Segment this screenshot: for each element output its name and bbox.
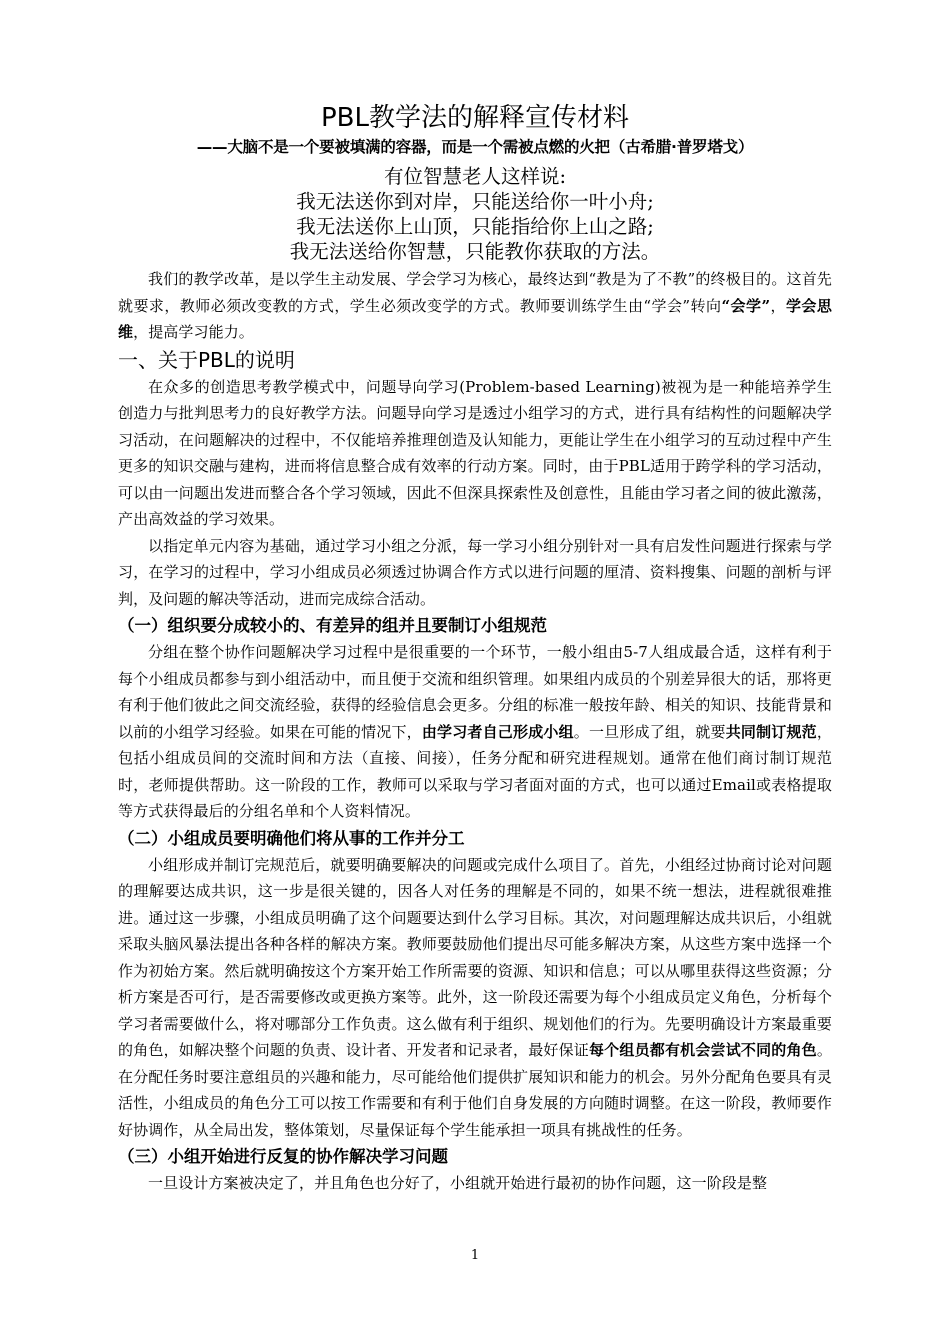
subsection-heading: （二）小组成员要明确他们将从事的工作并分工 <box>118 828 465 848</box>
poem-line: 有位智慧老人这样说: <box>383 165 567 188</box>
paragraph-text: 。一旦形成了组，就要 <box>573 722 726 741</box>
paragraph-text: 。在分配任务时要注意组员的兴趣和能力，尽可能给他们提供扩展知识和能力的机会。另外分配角色要具有灵活性，小组成员的角色分工可以按工作需要和有利于他们自身发展的方向随时调整。在这一阶段，教师要作好协调作，从全局出发，整体策划，尽量保证每个学生能承担一项具有挑战性的任务。 <box>118 1041 832 1139</box>
body-paragraph: 一旦设计方案被决定了，并且角色也分好了，小组就开始进行最初的协作问题，这一阶段是整 <box>148 1174 768 1192</box>
paragraph-text: 小组形成并制订完规范后，就要明确要解决的问题或完成什么项目了。首先，小组经过协商讨论对问题的理解要达成共识，这一步是很关键的，因各人对任务的理解是不同的，如果不统一想法，进程就很难推进。通过这一步骤，小组成员明确了这个问题要达到什么学习目标。其次，对问题理解达成共识后，小组就采取头脑风暴法提出各种各样的解决方案。教师要鼓励他们提出尽可能多解决方案，从这些方案中选择一个作为初始方案。然后就明确按这个方案开始工作所需要的资源、知识和信息；可以从哪里获得这些资源；分析方案是否可行，是否需要修改或更换方案等。此外，这一阶段还需要为每个小组成员定义角色，分析每个学习者需要做什么，将对哪部分工作负责。这么做有利于组织、规划他们的行为。先要明确设计方案最重要的角色，如解决整个问题的负责、设计者、开发者和记录者，最好保证 <box>118 855 832 1059</box>
paragraph-text: ，包括小组成员间的交流时间和方法（直接、间接），任务分配和研究进程规划。通常在他们商讨制订规范时，老师提供帮助。这一阶段的工作，教师可以采取与学习者面对面的方式，也可以通过Email或表格提取等方式获得最后的分组名单和个人资料情况。 <box>118 722 832 820</box>
body-paragraph: 在众多的创造思考教学模式中，问题导向学习(Problem-based Learning)被视为是一种能培养学生创造力与批判思考力的良好教学方法。问题导向学习是透过小组学习的方式，进行具有结构性的问题解决学习活动，在问题解决的过程中，不仅能培养推理创造及认知能力，更能让学生在小组学习的互动过程中产生更多的知识交融与建构，进而将信息整合成有效率的行动方案。同时，由于PBL适用于跨学科的学习活动，可以由一问题出发进而整合各个学习领域，因此不但深具探索性及创意性，且能由学习者之间的彼此激荡，产出高效益的学习效果。 <box>118 377 832 528</box>
subsection-heading: （三）小组开始进行反复的协作解决学习问题 <box>118 1147 448 1166</box>
poem-line: 我无法送给你智慧，只能教你获取的方法。 <box>289 240 661 263</box>
poem-block <box>118 164 832 264</box>
document-title: PBL教学法的解释宣传材料 <box>320 103 629 133</box>
intro-text: ，提高学习能力。 <box>133 323 254 341</box>
page-number: 1 <box>470 1248 480 1263</box>
document-subtitle: ——大脑不是一个要被填满的容器，而是一个需被点燃的火把（古希腊·普罗塔戈） <box>196 138 754 156</box>
body-paragraph <box>118 852 832 1144</box>
intro-paragraph <box>118 266 832 346</box>
body-paragraph: 以指定单元内容为基础，通过学习小组之分派，每一学习小组分别针对一具有启发性问题进行探索与学习，在学习的过程中，学习小组成员必须透过协调合作方式以进行问题的厘清、资料搜集、问题的剖析与评判，及问题的解决等活动，进而完成综合活动。 <box>118 536 832 608</box>
bold-text: 共同制订规范 <box>725 722 817 741</box>
poem-line: 我无法送你上山顶，只能指给你上山之路; <box>296 215 654 238</box>
body-paragraph <box>118 639 832 825</box>
section-heading: 一、关于PBL的说明 <box>118 347 295 372</box>
subsection-heading: （一）组织要分成较小的、有差异的组并且要制订小组规范 <box>118 616 547 635</box>
intro-bold-text: “会学” <box>721 296 771 315</box>
intro-text: ， <box>770 296 786 315</box>
document-page <box>118 100 832 1197</box>
intro-bold-text: 学会思维 <box>118 296 832 341</box>
bold-text: 每个组员都有机会尝试不同的角色 <box>588 1041 817 1059</box>
intro-text: 我们的教学改革，是以学生主动发展、学会学习为核心，最终达到“教是为了不教”的终极目的。这首先就要求，教师必须改变教的方式，学生必须改变学的方式。教师要训练学生由“学会”转向 <box>118 270 832 315</box>
poem-line: 我无法送你到对岸，只能送给你一叶小舟; <box>296 190 654 213</box>
bold-text: 由学习者自己形成小组 <box>421 722 574 741</box>
paragraph-text: 分组在整个协作问题解决学习过程中是很重要的一个环节，一般小组由5-7人组成最合适，这样有利于每个小组成员都参与到小组活动中，而且便于交流和组织管理。如果组内成员的个别差异很大的话，那将更有利于他们彼此之间交流经验，获得的经验信息会更多。分组的标准一般按年龄、相关的知识、技能背景和以前的小组学习经验。如果在可能的情况下， <box>118 643 832 741</box>
